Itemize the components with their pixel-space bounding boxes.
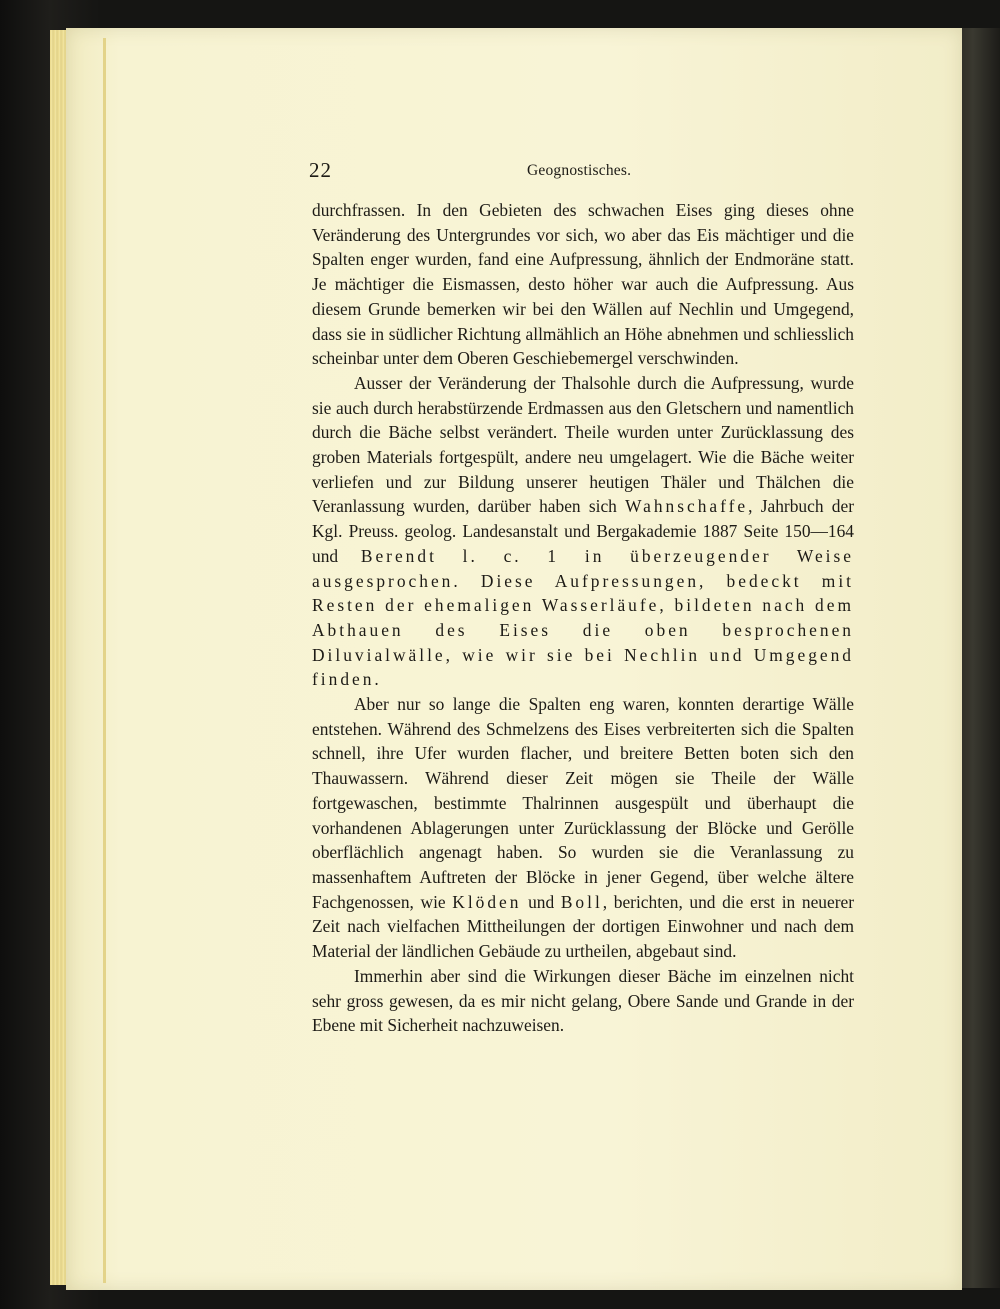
author-name-boll: Boll: [560, 891, 603, 912]
page-content: [309, 150, 855, 1038]
author-name-wahnschaffe: Wahnschaffe: [625, 496, 749, 517]
running-title: Geognostisches.: [527, 162, 632, 179]
page-gutter: [103, 38, 106, 1283]
paragraph-2-text-c: Berendt l. c. 1 in überzeugender Weise ausgesprochen. Diese Aufpressungen, bedeckt mit Resten der ehemaligen Wasserläufe, bildeten nach dem Abthauen des Eises die oben besprochenen Diluvialwälle, wie wir sie bei Nechlin und Umgegend finden.: [312, 545, 854, 690]
paragraph-2-text-b: , Jahrbuch der Kgl. Preuss. geolog. Landesanstalt und Bergakademie 1887 Seite 150—164 und: [312, 496, 854, 566]
paragraph-2: [312, 371, 854, 692]
paragraph-4: Immerhin aber sind die Wirkungen dieser Bäche im einzelnen nicht sehr gross gewesen, da es mir nicht gelang, Obere Sande und Grande in der Ebene mit Sicherheit nachzuweisen.: [312, 965, 854, 1036]
paragraph-2-text-a: Ausser der Veränderung der Thalsohle durch die Aufpressung, wurde sie auch durch herabstürzende Erdmassen aus den Gletschern und namentlich durch die Bäche selbst verändert. Theile wurden unter Zurücklassung des groben Materials fortgespült, andere neu umgelagert. Wie die Bäche weiter verliefen und zur Bildung unserer heutigen Thäler und Thälchen die Veranlassung wurden, darüber haben sich: [312, 372, 854, 517]
page-header: [309, 150, 854, 182]
paragraph-1: durchfrassen. In den Gebieten des schwachen Eises ging dieses ohne Veränderung des Untergrundes vor sich, wo aber das Eis mächtiger und die Spalten enger wurden, fand eine Aufpressung, ähnlich der Endmoräne statt. Je mächtiger die Eismassen, desto höher war auch die Aufpressung. Aus diesem Grunde bemerken wir bei den Wällen auf Nechlin und Umgegend, dass sie in südlicher Richtung allmählich an Höhe abnehmen und schliesslich scheinbar unter dem Oberen Geschiebemergel verschwinden.: [312, 200, 854, 369]
page-number: 22: [309, 158, 332, 182]
paragraph-3: [312, 692, 854, 964]
paragraph-3-text-b: und: [521, 891, 561, 912]
paragraph-3-text-c: , berichten, und die erst in neuerer Zeit nach vielfachen Mittheilungen der dortigen Einwohner und nach dem Material der ländlichen Gebäude zu urtheilen, abgebaut sind.: [312, 891, 855, 962]
paragraph-3-text-a: Aber nur so lange die Spalten eng waren, konnten derartige Wälle entstehen. Während des Schmelzens des Eises verbreiterten sich die Spalten schnell, ihre Ufer wurden flacher, und breitere Betten boten sich den Thauwassern. Während dieser Zeit mögen sie Theile der Wälle fortgewaschen, bestimmte Thalrinnen ausgespült und überhaupt die vorhandenen Ablagerungen unter Zurücklassung der Blöcke und Gerölle oberflächlich angenagt haben. So wurden sie die Veranlassung zu massenhaftem Auftreten der Blöcke in jener Gegend, über welche ältere Fachgenossen, wie: [312, 694, 854, 912]
author-name-kloeden: Klöden: [452, 891, 522, 912]
